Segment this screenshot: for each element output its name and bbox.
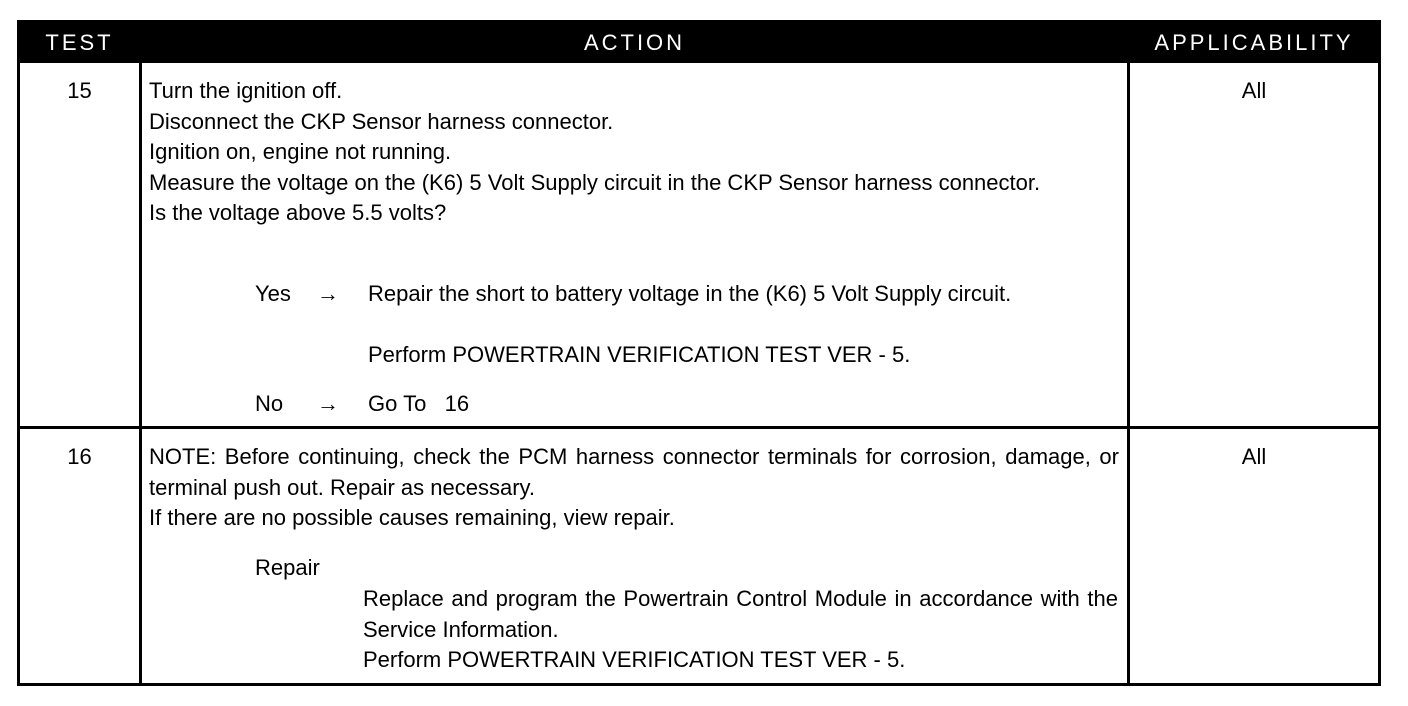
row-16-test-number: 16	[67, 444, 92, 469]
header-action: ACTION	[583, 30, 686, 55]
row-15-applicability: All	[1241, 78, 1267, 103]
row-15-line-4: Measure the voltage on the (K6) 5 Volt Supply circuit in the CKP Sensor harness connector.	[149, 169, 1041, 195]
yes-verification-text: Perform POWERTRAIN VERIFICATION TEST VER - 5.	[368, 342, 911, 367]
header-test: TEST	[45, 30, 114, 55]
column-divider	[139, 63, 142, 683]
no-goto-text: Go To 16	[368, 391, 470, 416]
row-15-line-3: Ignition on, engine not running.	[149, 139, 452, 164]
row-16-line-2: If there are no possible causes remaining, view repair.	[149, 505, 675, 530]
repair-verification-text: Perform POWERTRAIN VERIFICATION TEST VER - 5.	[363, 647, 906, 672]
header-applicability: APPLICABILITY	[1154, 30, 1354, 55]
no-label: No	[255, 391, 284, 416]
repair-text: Replace and program the Powertrain Control Module in accordance with the Service Information.	[363, 586, 1118, 642]
repair-label: Repair	[255, 555, 320, 580]
row-15-line-5: Is the voltage above 5.5 volts?	[149, 200, 447, 225]
column-divider	[1127, 63, 1130, 683]
yes-result-text: Repair the short to battery voltage in the (K6) 5 Volt Supply circuit.	[368, 281, 1012, 306]
row-15-action	[149, 76, 1119, 229]
row-15-test-number: 15	[67, 78, 92, 103]
row-15-line-1: Turn the ignition off.	[149, 78, 343, 103]
yes-arrow-icon: →	[317, 281, 339, 306]
no-arrow-icon: →	[317, 391, 339, 416]
table-header	[20, 23, 1378, 63]
row-16-applicability: All	[1241, 444, 1267, 469]
row-16-note: NOTE: Before continuing, check the PCM harness connector terminals for corrosion, damage, or terminal push out. Repair as necessary.	[149, 444, 1119, 500]
row-divider	[20, 426, 1378, 429]
diagnostic-table	[17, 20, 1381, 686]
row-16-action	[149, 442, 1119, 534]
row-15-line-2: Disconnect the CKP Sensor harness connector.	[149, 108, 614, 134]
yes-label: Yes	[255, 281, 291, 306]
